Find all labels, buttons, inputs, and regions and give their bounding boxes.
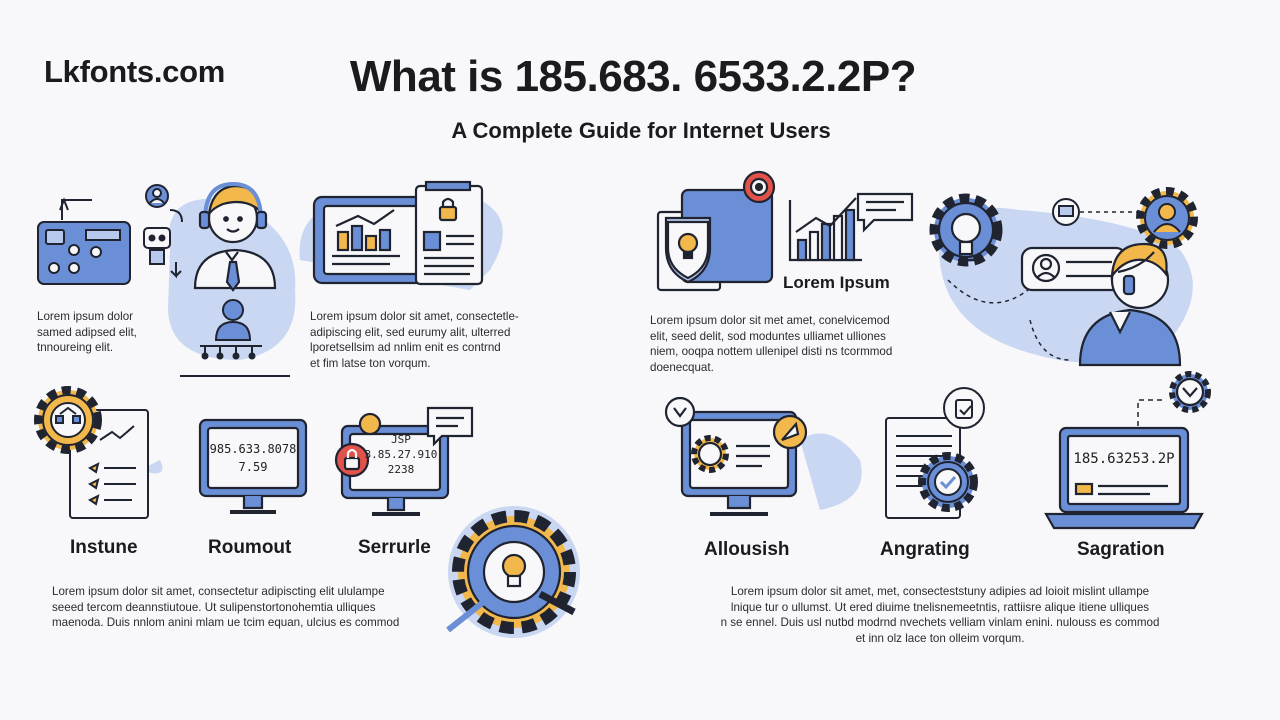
dashboard-report-icon xyxy=(300,182,503,290)
settings-gear-user-icon xyxy=(1140,191,1194,245)
calculator-machine-icon xyxy=(38,200,130,284)
monitor-ip-line: 3.85.27.910 xyxy=(364,448,438,461)
label-sagration: Sagration xyxy=(1077,539,1165,560)
label-allousish: Allousish xyxy=(704,539,790,560)
page-subtitle: A Complete Guide for Internet Users xyxy=(451,118,831,143)
search-lightbulb-gear-icon xyxy=(448,506,580,638)
chart-label: Lorem Ipsum xyxy=(783,273,890,292)
document-check-gear-icon xyxy=(886,388,984,518)
bottom-right-paragraph: Lorem ipsum dolor sit amet, met, consecteststuny adipies ad loioit mislint ullampe lnique tur o ullumst. Ut ered diuime tnelisnemeetntis, rattiisre alique itiene ulliques n se ennel. Duis usl nutbd modrnd nvechets velliam vinlam enini. nulouss es commod et inn olz lace ton olleim vorqum. xyxy=(720,585,1160,645)
monitor-ip-line: JSP xyxy=(391,433,411,446)
label-instune: Instune xyxy=(70,537,138,558)
intro-paragraph: Lorem ipsum dolor samed adipsed elit, tnnoureing elit. xyxy=(37,310,137,354)
monitor-ip-line: 7.59 xyxy=(238,460,268,474)
label-serrurle: Serrurle xyxy=(358,537,431,558)
label-roumout: Roumout xyxy=(208,537,292,558)
user-profile-card-icon xyxy=(1022,248,1126,290)
monitor-ip-text xyxy=(208,440,298,476)
secure-monitor-text xyxy=(356,432,446,477)
lightbulb-gear-icon xyxy=(934,198,998,262)
dashboard-paragraph: Lorem ipsum dolor sit amet, consectetle- adipiscing elit, sed eurumy alit, ulterred lporetsellsim ad nnlim enit es contrnd et fim latse ton vorqum. xyxy=(310,310,519,370)
label-angrating: Angrating xyxy=(880,539,970,560)
security-paragraph: Lorem ipsum dolor sit met amet, conelvicemod elit, seed delit, sod moduntes ulliamet ulliones niem, ooqpa nottem ullenipel disti ns tcormmod doenecquat. xyxy=(650,314,893,374)
monitor-ip-line: 985.633.8078 xyxy=(209,442,297,456)
monitor-ip-line: 2238 xyxy=(387,463,415,476)
laptop-ip-text: 185.63253.2P xyxy=(1073,451,1175,467)
brand-logo-text: Lkfonts.com xyxy=(44,54,225,89)
page-title: What is 185.683. 6533.2.2P? xyxy=(349,52,917,101)
monitor-gear-arrow-icon xyxy=(666,398,862,514)
bottom-left-paragraph: Lorem ipsum dolor sit amet, consectetur adipiscting elit ululampe seeed tercom deannstiutoue. Ut sulipenstortonohemtia ulliques maenoda. Duis nnlom anini mlam ue tcim equan, ulcius es commod xyxy=(52,585,400,629)
growth-chart-icon xyxy=(790,194,912,260)
computer-small-icon xyxy=(1053,199,1079,225)
security-shield-screen-icon xyxy=(658,172,774,290)
workflow-gear-document-icon xyxy=(38,390,163,518)
